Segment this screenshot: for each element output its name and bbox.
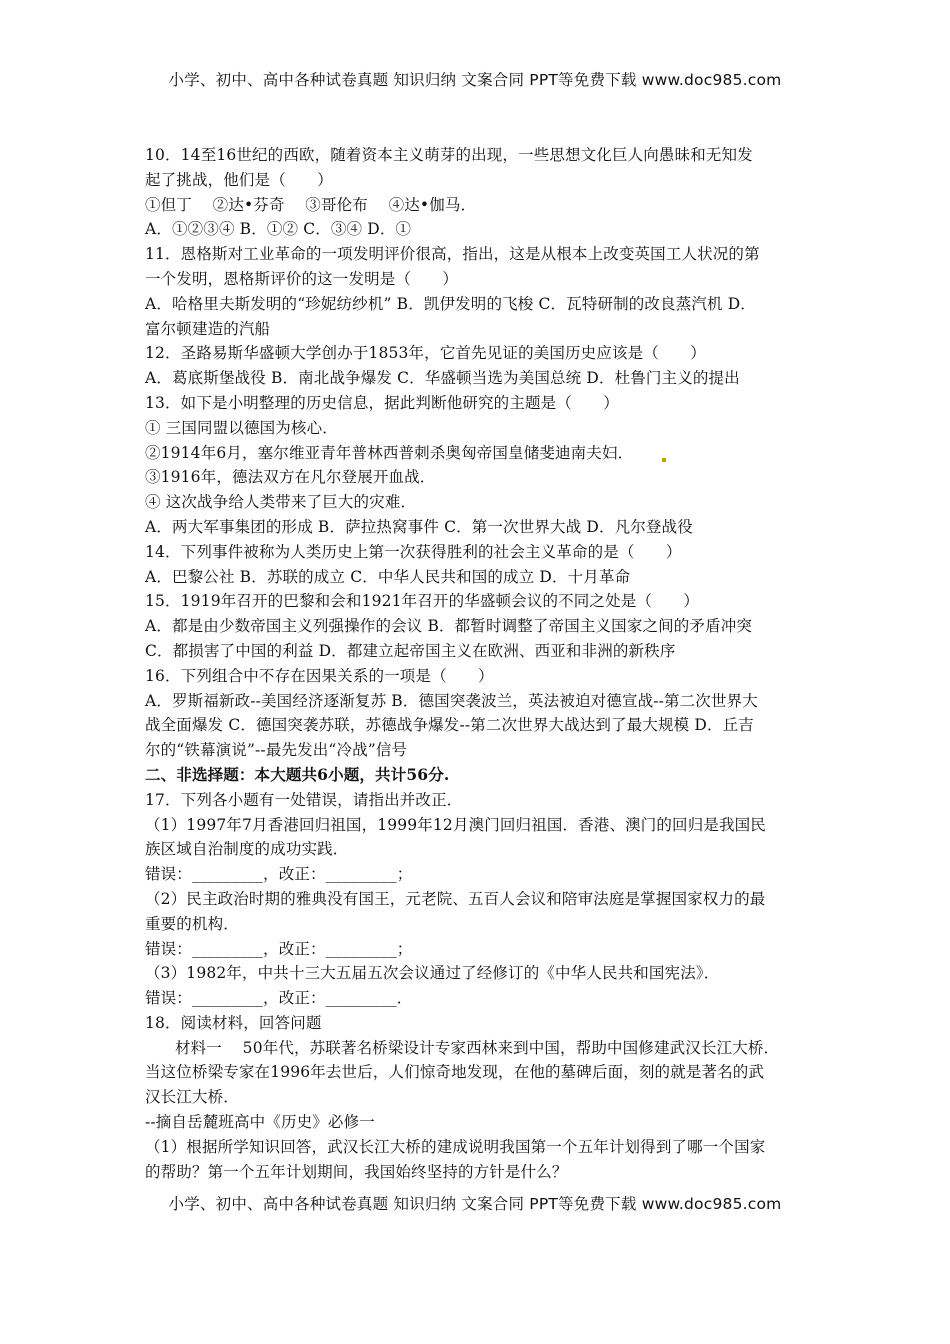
q16-options-1: A．罗斯福新政--美国经济逐渐复苏 B．德国突袭波兰，英法被迫对德宣战--第二次世界大: [145, 691, 758, 710]
q15-line: 15．1919年召开的巴黎和会和1921年召开的华盛顿会议的不同之处是（ ）: [145, 592, 699, 611]
q14-line: 14．下列事件被称为人类历史上第一次获得胜利的社会主义革命的是（ ）: [145, 542, 682, 561]
q17-2-answer-blanks: 错误：_________，改正：_________；: [145, 939, 413, 958]
q13-line: 13．如下是小明整理的历史信息，据此判断他研究的主题是（ ）: [145, 393, 619, 412]
q17-2-line-2: 重要的机构．: [145, 914, 239, 933]
q10-items: ①但丁 ②达•芬奇 ③哥伦布 ④达•伽马．: [145, 195, 477, 214]
stray-mark: [662, 458, 666, 462]
q11-line-2: 一个发明，恩格斯评价的这一发明是（ ）: [145, 269, 459, 288]
q13-item-4: ④ 这次战争给人类带来了巨大的灾难．: [145, 493, 417, 512]
section-heading: 二、非选择题：本大题共6小题，共计56分.: [145, 764, 450, 784]
q16-options-3: 尔的“铁幕演说”--最先发出“冷战”信号: [145, 741, 408, 760]
q18-material-line-3: 汉长江大桥．: [145, 1088, 239, 1107]
q10-options: A．①②③④ B．①② C．③④ D．①: [145, 220, 412, 239]
q17-3-answer-blanks: 错误：_________，改正：_________．: [145, 989, 413, 1008]
q17-1-line-1: （1）1997年7月香港回归祖国，1999年12月澳门回归祖国．香港、澳门的回归是我国民: [145, 815, 766, 834]
q12-options: A．葛底斯堡战役 B．南北战争爆发 C．华盛顿当选为美国总统 D．杜鲁门主义的提出: [145, 369, 740, 388]
q16-line: 16．下列组合中不存在因果关系的一项是（ ）: [145, 666, 494, 685]
q18-material-line-2: 当这位桥梁专家在1996年去世后，人们惊奇地发现，在他的墓碑后面，刻的就是著名的武: [145, 1063, 765, 1082]
q18-line: 18．阅读材料，回答问题: [145, 1013, 322, 1032]
page-header: 小学、初中、高中各种试卷真题 知识归纳 文案合同 PPT等免费下载 www.doc985.com: [168, 71, 782, 89]
q13-item-3: ③1916年，德法双方在凡尔登展开血战．: [145, 468, 436, 487]
document-body: [145, 143, 810, 1184]
page-footer: 小学、初中、高中各种试卷真题 知识归纳 文案合同 PPT等免费下载 www.doc985.com: [168, 1195, 782, 1213]
q15-options-2: C．都损害了中国的利益 D．都建立起帝国主义在欧洲、西亚和非洲的新秩序: [145, 641, 676, 660]
q13-item-2: ②1914年6月，塞尔维亚青年普林西普刺杀奥匈帝国皇储斐迪南夫妇．: [145, 443, 634, 462]
q18-source: --摘自岳麓班高中《历史》必修一: [145, 1113, 375, 1132]
q15-options-1: A．都是由少数帝国主义列强操作的会议 B．都暂时调整了帝国主义国家之间的矛盾冲突: [145, 617, 753, 636]
q16-options-2: 战全面爆发 C．德国突袭苏联，苏德战争爆发--第二次世界大战达到了最大规模 D．丘吉: [145, 716, 754, 735]
q14-options: A．巴黎公社 B．苏联的成立 C．中华人民共和国的成立 D．十月革命: [145, 567, 631, 586]
q17-1-answer-blanks: 错误：_________，改正：_________；: [145, 865, 413, 884]
q17-3-line: （3）1982年，中共十三大五届五次会议通过了经修订的《中华人民共和国宪法》．: [145, 964, 720, 983]
q18-material-line-1: 材料一 50年代，苏联著名桥梁设计专家西林来到中国，帮助中国修建武汉长江大桥．: [175, 1038, 780, 1057]
q11-options-1: A．哈格里夫斯发明的“珍妮纺纱机” B．凯伊发明的飞梭 C．瓦特研制的改良蒸汽机 D．: [145, 294, 756, 313]
q10-line-1: 10．14至16世纪的西欧，随着资本主义萌芽的出现，一些思想文化巨人向愚昧和无知发: [145, 146, 753, 164]
q17-2-line-1: （2）民主政治时期的雅典没有国王，元老院、五百人会议和陪审法庭是掌握国家权力的最: [145, 889, 766, 908]
q18-1-line-1: （1）根据所学知识回答，武汉长江大桥的建成说明我国第一个五年计划得到了哪一个国家: [145, 1137, 766, 1156]
q18-1-line-2: 的帮助？第一个五年计划期间，我国始终坚持的方针是什么？: [145, 1162, 568, 1181]
q13-item-1: ① 三国同盟以德国为核心．: [145, 418, 338, 437]
q10-line-2: 起了挑战，他们是（ ）: [145, 170, 333, 189]
q13-options: A．两大军事集团的形成 B．萨拉热窝事件 C．第一次世界大战 D．凡尔登战役: [145, 517, 693, 536]
q17-line: 17．下列各小题有一处错误，请指出并改正．: [145, 790, 463, 809]
q11-options-2: 富尔顿建造的汽船: [145, 319, 271, 338]
q11-line-1: 11．恩格斯对工业革命的一项发明评价很高，指出，这是从根本上改变英国工人状况的第: [145, 245, 760, 264]
q12-line: 12．圣路易斯华盛顿大学创办于1853年，它首先见证的美国历史应该是（ ）: [145, 344, 706, 363]
q17-1-line-2: 族区域自治制度的成功实践．: [145, 840, 349, 859]
